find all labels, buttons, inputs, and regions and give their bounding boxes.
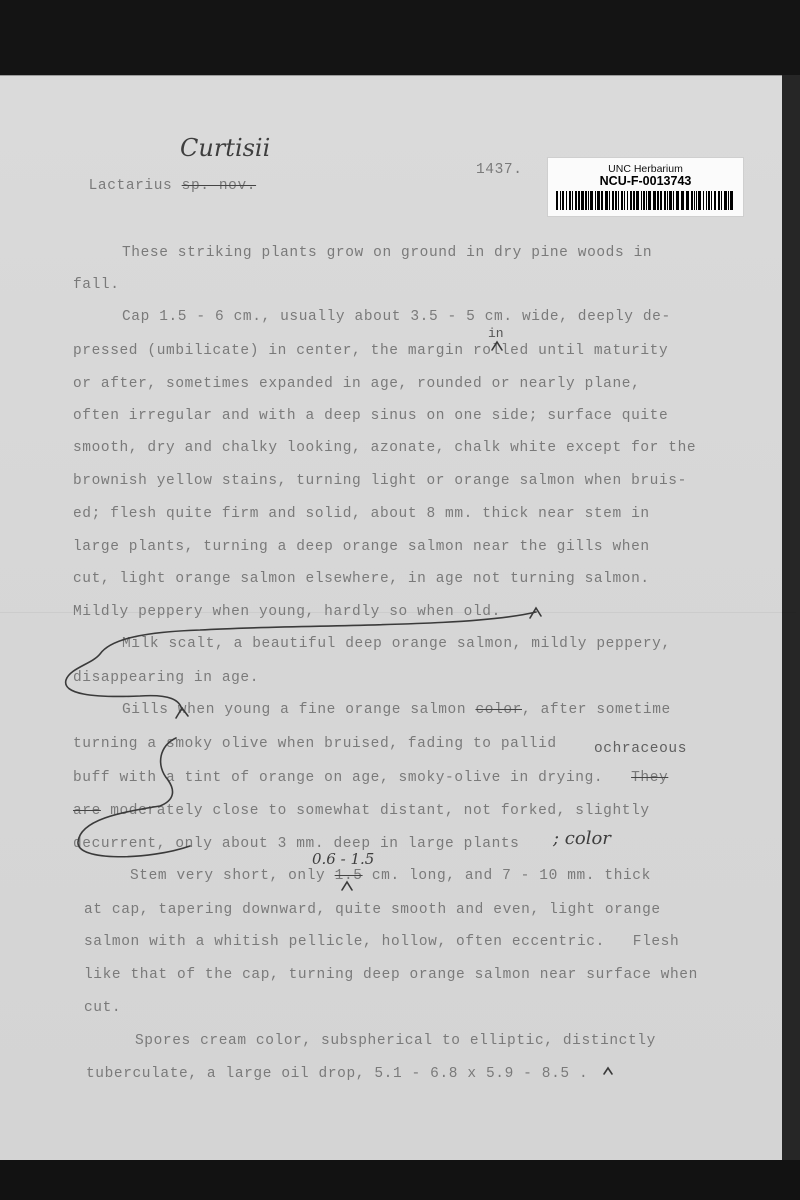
habitat-line-2: fall.: [73, 277, 120, 293]
gills-line-2: turning a smoky olive when bruised, fading to pallid: [73, 736, 557, 752]
struck-are: are: [73, 803, 101, 819]
cap-line-3: or after, sometimes expanded in age, rounded or nearly plane,: [73, 376, 641, 392]
gills-text-1a: Gills when young a fine orange salmon: [122, 702, 467, 718]
cap-line-1: Cap 1.5 - 6 cm., usually about 3.5 - 5 cm. wide, deeply de-: [122, 309, 671, 325]
stem-line-5: cut.: [84, 1000, 122, 1016]
scan-background-top: [0, 0, 800, 75]
handwritten-epithet: Curtisii: [180, 134, 271, 162]
stem-line-4: like that of the cap, turning deep orange salmon near surface when: [84, 967, 698, 983]
cap-line-5: smooth, dry and chalky looking, azonate, chalk white except for the: [73, 440, 697, 456]
genus-name: Lactarius: [88, 178, 173, 194]
collection-number: 1437.: [476, 162, 523, 178]
cap-line-6: brownish yellow stains, turning light or orange salmon when bruis-: [73, 473, 687, 489]
herbarium-institution: UNC Herbarium: [608, 163, 683, 175]
page-edge: [782, 75, 800, 1200]
stem-line-1: [130, 868, 651, 884]
cap-line-7: ed; flesh quite firm and solid, about 8 mm. thick near stem in: [73, 506, 650, 522]
gills-line-4: [73, 803, 650, 819]
gills-text-3: buff with a tint of orange on age, smoky-olive in drying.: [73, 770, 604, 786]
stem-text-1a: Stem very short, only: [130, 868, 326, 884]
gills-line-1: [122, 702, 671, 718]
cap-line-4: often irregular and with a deep sinus on one side; surface quite: [73, 408, 669, 424]
gills-line-5: decurrent, only about 3 mm. deep in large plants: [73, 836, 520, 852]
stem-line-2: at cap, tapering downward, quite smooth and even, light orange: [84, 902, 661, 918]
herbarium-label: [547, 157, 744, 217]
gills-text-4: moderately close to somewhat distant, not forked, slightly: [100, 803, 650, 819]
gills-line-3: [73, 770, 668, 786]
handwritten-color: ; color: [553, 828, 611, 849]
cap-line-2: pressed (umbilicate) in center, the margin rolled until maturity: [73, 343, 669, 359]
spores-line-2: tuberculate, a large oil drop, 5.1 - 6.8 x 5.9 - 8.5 .: [86, 1066, 589, 1082]
struck-species-note: sp. nov.: [181, 178, 257, 194]
gills-text-1b: , after sometime: [521, 702, 671, 718]
barcode-icon: [556, 191, 736, 210]
heading-line: [70, 162, 256, 194]
cap-line-8: large plants, turning a deep orange salmon near the gills when: [73, 539, 650, 555]
cap-line-10: Mildly peppery when young, hardly so when old.: [73, 604, 501, 620]
stem-text-1b: cm. long, and 7 - 10 mm. thick: [362, 868, 651, 884]
struck-they: They: [631, 770, 669, 786]
milk-line-1: Milk scalt, a beautiful deep orange salmon, mildly peppery,: [122, 636, 671, 652]
scan-background-bottom: [0, 1160, 800, 1200]
insert-in: in: [488, 326, 504, 341]
stem-line-3: salmon with a whitish pellicle, hollow, often eccentric. Flesh: [84, 934, 680, 950]
cap-line-9: cut, light orange salmon elsewhere, in age not turning salmon.: [73, 571, 650, 587]
milk-line-2: disappearing in age.: [73, 670, 260, 686]
habitat-line-1: These striking plants grow on ground in dry pine woods in: [122, 245, 653, 261]
struck-color: color: [475, 702, 522, 718]
inserted-ochraceous: ochraceous: [594, 741, 688, 757]
spores-line-1: Spores cream color, subspherical to elliptic, distinctly: [135, 1033, 656, 1049]
handwritten-stem-length: 0.6 - 1.5: [312, 850, 375, 868]
specimen-id: NCU-F-0013743: [599, 174, 692, 188]
struck-length: 1.5: [334, 868, 363, 884]
